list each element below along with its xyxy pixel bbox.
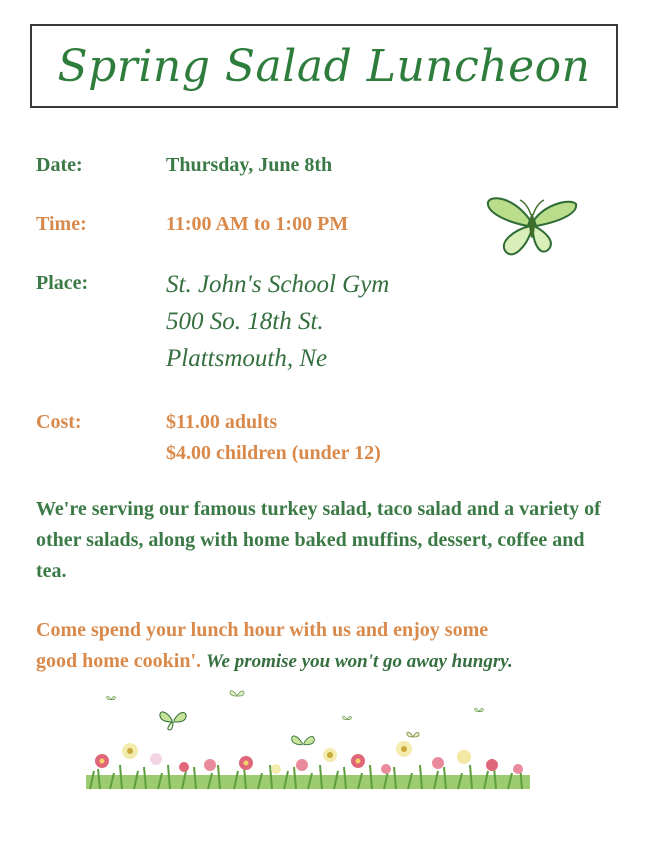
time-value: 11:00 AM to 1:00 PM — [166, 213, 349, 235]
invite-paragraph — [36, 615, 606, 677]
page-title: Spring Salad Luncheon — [57, 40, 591, 92]
place-line: St. John's School Gym — [166, 271, 390, 298]
butterfly-icon — [106, 694, 116, 704]
cost-label: Cost: — [36, 411, 82, 433]
cost-line: $11.00 adults — [166, 411, 278, 433]
butterfly-icon — [484, 190, 580, 260]
date-value: Thursday, June 8th — [166, 154, 333, 176]
flower-meadow-icon — [86, 735, 530, 795]
time-label: Time: — [36, 213, 87, 235]
place-address — [166, 266, 389, 377]
butterfly-icon — [342, 714, 352, 724]
cost-line: $4.00 children (under 12) — [166, 442, 381, 464]
place-line: 500 So. 18th St. — [166, 308, 324, 335]
title-box — [30, 24, 618, 108]
place-line: Plattsmouth, Ne — [166, 345, 328, 372]
butterfly-icon — [474, 706, 484, 716]
date-label: Date: — [36, 154, 83, 176]
promise-text: We promise you won't go away hungry. — [206, 651, 513, 672]
butterfly-icon — [229, 688, 245, 702]
butterfly-icon — [158, 708, 188, 732]
menu-paragraph: We're serving our famous turkey salad, taco salad and a variety of other salads, along with home baked muffins, dessert, coffee and tea. — [36, 498, 601, 582]
invite-line: Come spend your lunch hour with us and enjoy some — [36, 619, 489, 641]
cost-values — [166, 407, 381, 469]
place-label: Place: — [36, 272, 89, 294]
invite-line: good home cookin'. — [36, 650, 202, 672]
